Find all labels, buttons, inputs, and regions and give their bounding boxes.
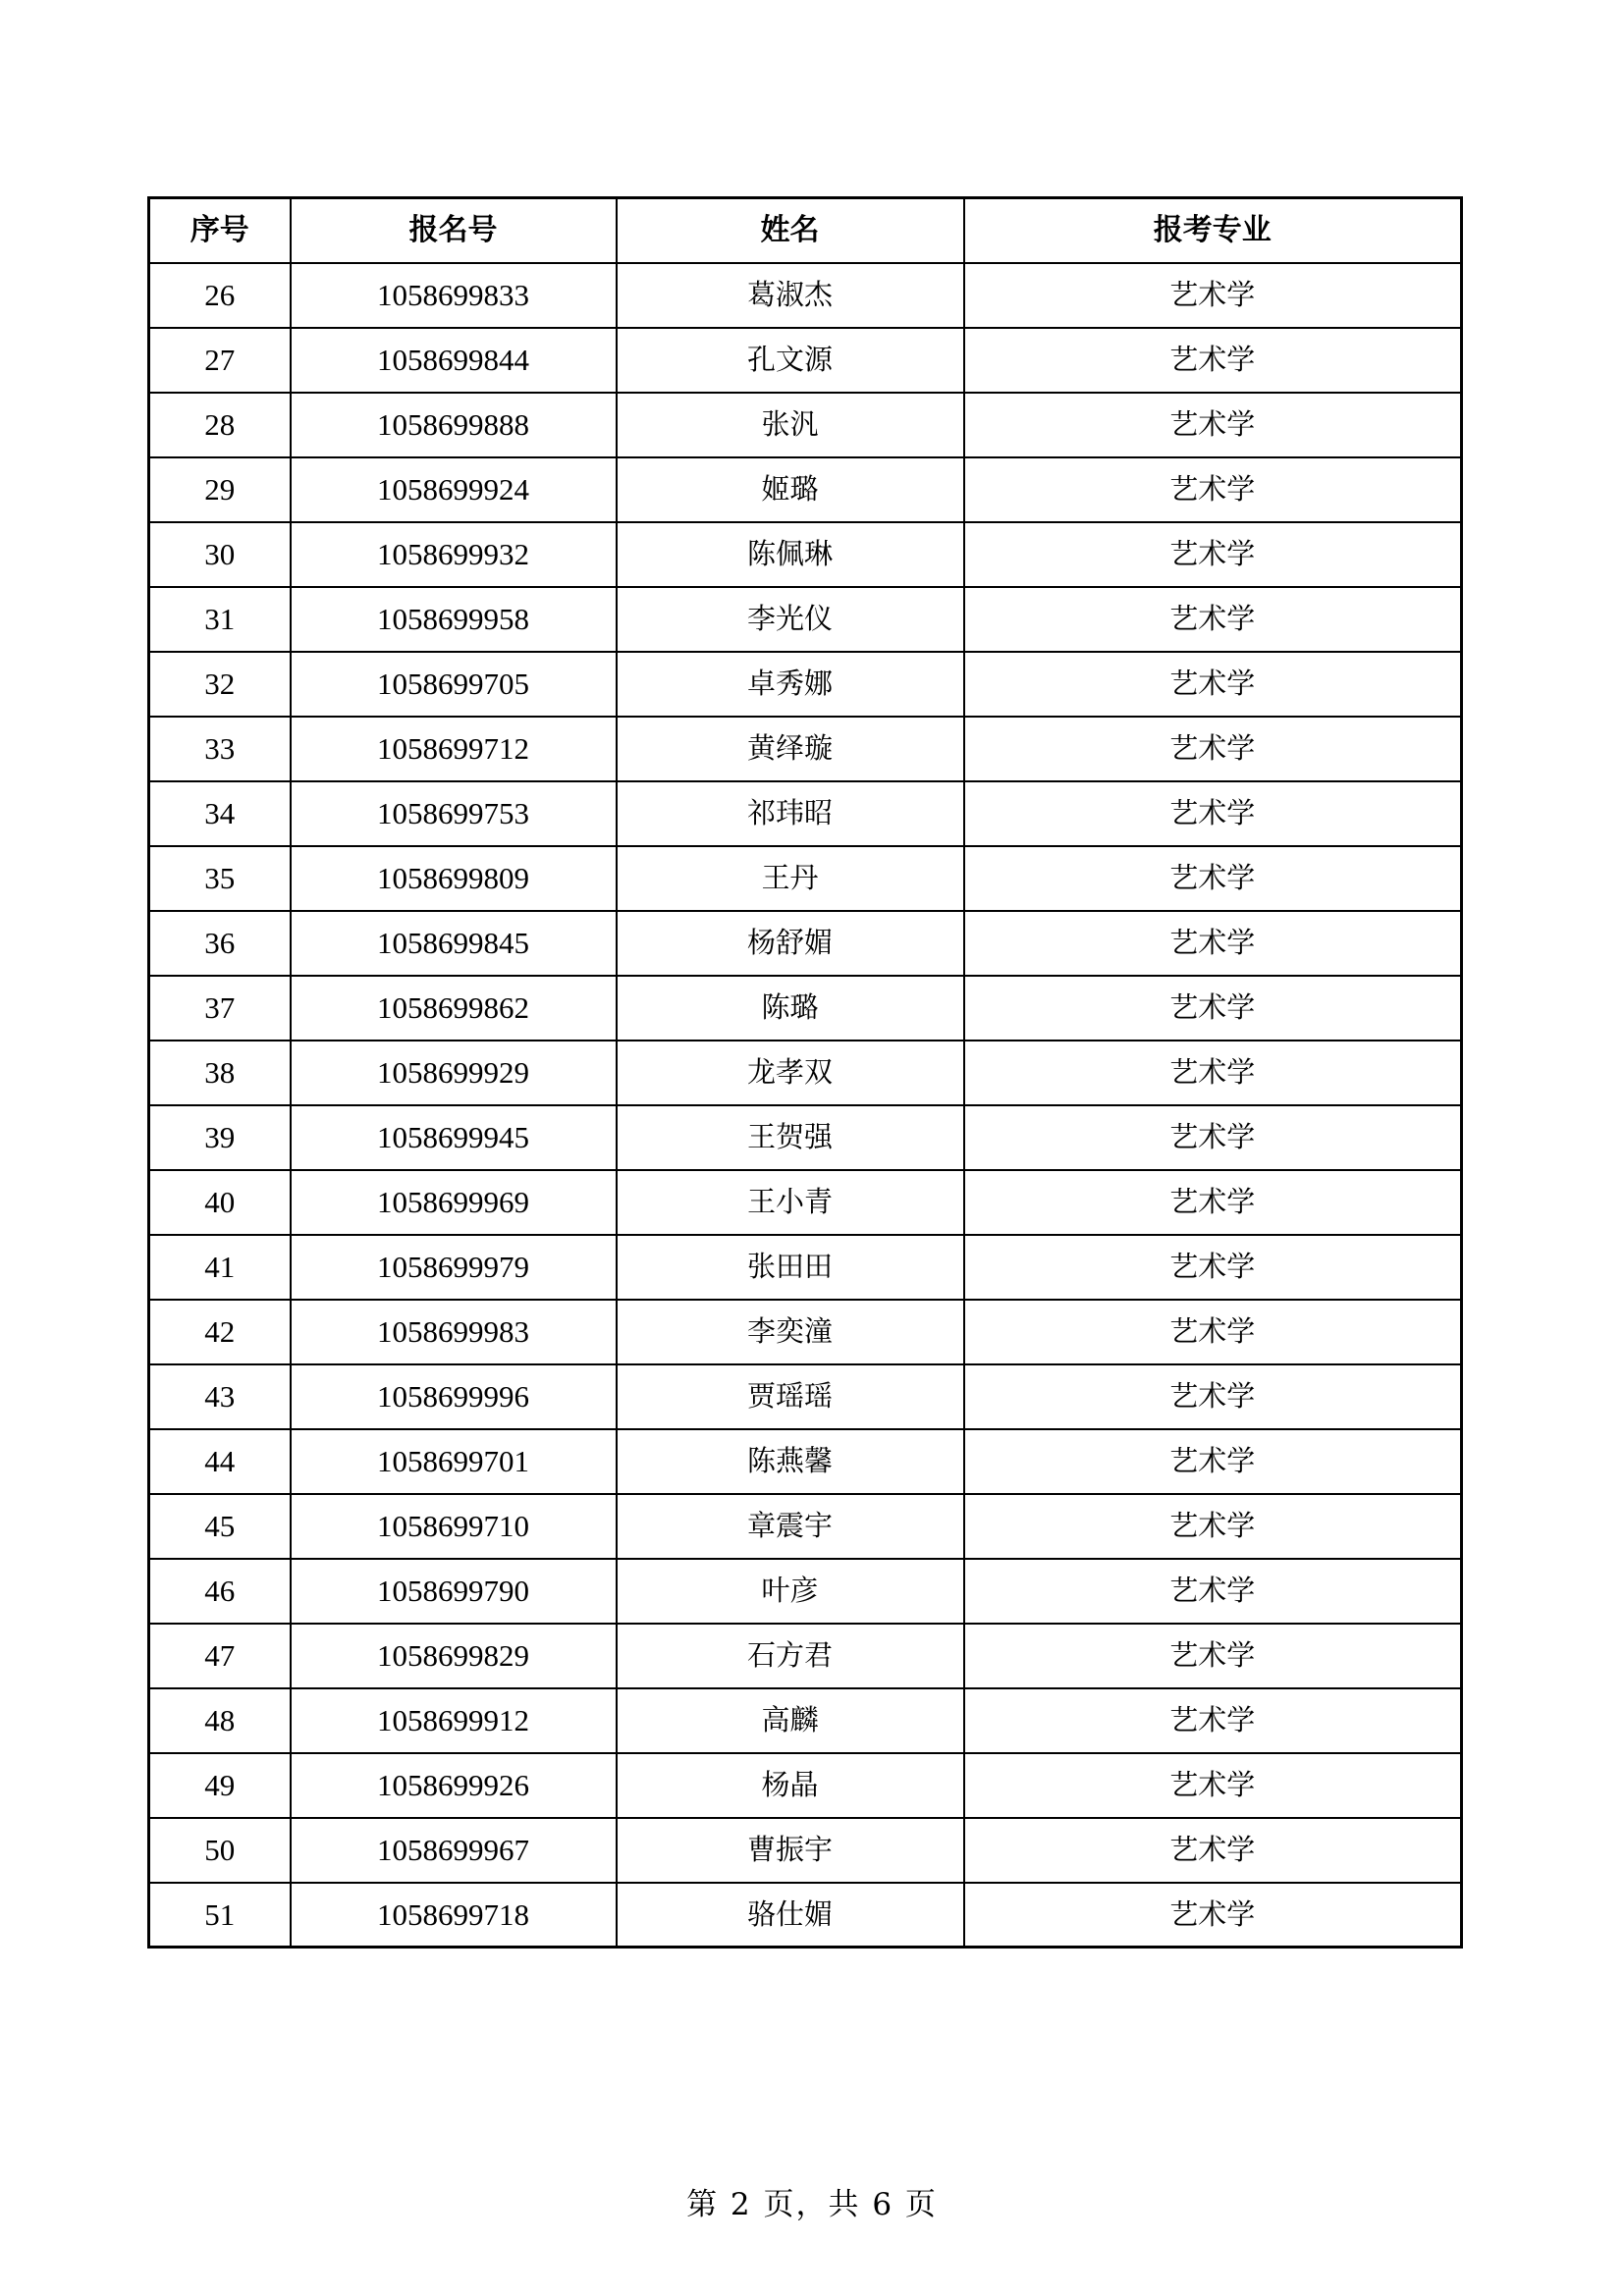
- reg-number-cell: 1058699829: [291, 1624, 617, 1688]
- seq-cell: 32: [149, 652, 291, 717]
- seq-cell: 30: [149, 522, 291, 587]
- major-cell: 艺术学: [964, 1494, 1462, 1559]
- seq-cell: 49: [149, 1753, 291, 1818]
- name-cell: 石方君: [617, 1624, 964, 1688]
- table-row: [149, 587, 1462, 652]
- table-row: [149, 1688, 1462, 1753]
- major-cell: 艺术学: [964, 587, 1462, 652]
- table-row: [149, 1753, 1462, 1818]
- major-cell: 艺术学: [964, 1883, 1462, 1948]
- name-cell: 高麟: [617, 1688, 964, 1753]
- reg-number-cell: 1058699979: [291, 1235, 617, 1300]
- major-cell: 艺术学: [964, 1105, 1462, 1170]
- seq-cell: 42: [149, 1300, 291, 1364]
- table-row: [149, 263, 1462, 328]
- major-cell: 艺术学: [964, 846, 1462, 911]
- table-row: [149, 328, 1462, 393]
- name-cell: 叶彦: [617, 1559, 964, 1624]
- reg-number-cell: 1058699967: [291, 1818, 617, 1883]
- name-cell: 李光仪: [617, 587, 964, 652]
- name-cell: 贾瑶瑶: [617, 1364, 964, 1429]
- table-header-row: [149, 198, 1462, 263]
- name-cell: 曹振宇: [617, 1818, 964, 1883]
- reg-number-cell: 1058699844: [291, 328, 617, 393]
- header-reg-number: 报名号: [291, 198, 617, 263]
- major-cell: 艺术学: [964, 328, 1462, 393]
- major-cell: 艺术学: [964, 522, 1462, 587]
- seq-cell: 37: [149, 976, 291, 1041]
- seq-cell: 40: [149, 1170, 291, 1235]
- reg-number-cell: 1058699701: [291, 1429, 617, 1494]
- name-cell: 龙孝双: [617, 1041, 964, 1105]
- table-row: [149, 1883, 1462, 1948]
- name-cell: 骆仕媚: [617, 1883, 964, 1948]
- reg-number-cell: 1058699710: [291, 1494, 617, 1559]
- name-cell: 葛淑杰: [617, 263, 964, 328]
- reg-number-cell: 1058699969: [291, 1170, 617, 1235]
- reg-number-cell: 1058699929: [291, 1041, 617, 1105]
- name-cell: 孔文源: [617, 328, 964, 393]
- table-row: [149, 976, 1462, 1041]
- reg-number-cell: 1058699996: [291, 1364, 617, 1429]
- seq-cell: 35: [149, 846, 291, 911]
- reg-number-cell: 1058699718: [291, 1883, 617, 1948]
- seq-cell: 29: [149, 457, 291, 522]
- table-row: [149, 1494, 1462, 1559]
- reg-number-cell: 1058699912: [291, 1688, 617, 1753]
- major-cell: 艺术学: [964, 1235, 1462, 1300]
- reg-number-cell: 1058699753: [291, 781, 617, 846]
- name-cell: 王贺强: [617, 1105, 964, 1170]
- name-cell: 陈璐: [617, 976, 964, 1041]
- table-row: [149, 1105, 1462, 1170]
- table-row: [149, 1624, 1462, 1688]
- table-row: [149, 522, 1462, 587]
- reg-number-cell: 1058699845: [291, 911, 617, 976]
- registration-table: [147, 196, 1463, 1949]
- name-cell: 卓秀娜: [617, 652, 964, 717]
- name-cell: 祁玮昭: [617, 781, 964, 846]
- reg-number-cell: 1058699924: [291, 457, 617, 522]
- name-cell: 章震宇: [617, 1494, 964, 1559]
- reg-number-cell: 1058699790: [291, 1559, 617, 1624]
- major-cell: 艺术学: [964, 652, 1462, 717]
- seq-cell: 26: [149, 263, 291, 328]
- major-cell: 艺术学: [964, 1429, 1462, 1494]
- major-cell: 艺术学: [964, 1170, 1462, 1235]
- major-cell: 艺术学: [964, 1364, 1462, 1429]
- reg-number-cell: 1058699932: [291, 522, 617, 587]
- major-cell: 艺术学: [964, 1818, 1462, 1883]
- table-row: [149, 911, 1462, 976]
- seq-cell: 38: [149, 1041, 291, 1105]
- table-row: [149, 1300, 1462, 1364]
- major-cell: 艺术学: [964, 1300, 1462, 1364]
- header-seq: 序号: [149, 198, 291, 263]
- seq-cell: 39: [149, 1105, 291, 1170]
- seq-cell: 50: [149, 1818, 291, 1883]
- major-cell: 艺术学: [964, 457, 1462, 522]
- seq-cell: 47: [149, 1624, 291, 1688]
- seq-cell: 28: [149, 393, 291, 457]
- reg-number-cell: 1058699712: [291, 717, 617, 781]
- seq-cell: 46: [149, 1559, 291, 1624]
- table-row: [149, 1818, 1462, 1883]
- major-cell: 艺术学: [964, 911, 1462, 976]
- table-row: [149, 846, 1462, 911]
- major-cell: 艺术学: [964, 1753, 1462, 1818]
- seq-cell: 44: [149, 1429, 291, 1494]
- name-cell: 陈佩琳: [617, 522, 964, 587]
- major-cell: 艺术学: [964, 717, 1462, 781]
- major-cell: 艺术学: [964, 263, 1462, 328]
- name-cell: 王丹: [617, 846, 964, 911]
- name-cell: 杨舒媚: [617, 911, 964, 976]
- name-cell: 李奕潼: [617, 1300, 964, 1364]
- table-row: [149, 652, 1462, 717]
- reg-number-cell: 1058699862: [291, 976, 617, 1041]
- seq-cell: 51: [149, 1883, 291, 1948]
- table-row: [149, 1429, 1462, 1494]
- seq-cell: 36: [149, 911, 291, 976]
- header-major: 报考专业: [964, 198, 1462, 263]
- name-cell: 杨晶: [617, 1753, 964, 1818]
- name-cell: 王小青: [617, 1170, 964, 1235]
- major-cell: 艺术学: [964, 1559, 1462, 1624]
- seq-cell: 33: [149, 717, 291, 781]
- major-cell: 艺术学: [964, 781, 1462, 846]
- seq-cell: 27: [149, 328, 291, 393]
- name-cell: 黄绎璇: [617, 717, 964, 781]
- page-number: 第 2 页，共 6 页: [686, 2187, 938, 2222]
- reg-number-cell: 1058699945: [291, 1105, 617, 1170]
- table-row: [149, 1364, 1462, 1429]
- major-cell: 艺术学: [964, 976, 1462, 1041]
- table-row: [149, 1170, 1462, 1235]
- seq-cell: 31: [149, 587, 291, 652]
- name-cell: 陈燕馨: [617, 1429, 964, 1494]
- reg-number-cell: 1058699983: [291, 1300, 617, 1364]
- seq-cell: 48: [149, 1688, 291, 1753]
- reg-number-cell: 1058699958: [291, 587, 617, 652]
- table-row: [149, 1041, 1462, 1105]
- name-cell: 张汎: [617, 393, 964, 457]
- reg-number-cell: 1058699833: [291, 263, 617, 328]
- seq-cell: 34: [149, 781, 291, 846]
- seq-cell: 43: [149, 1364, 291, 1429]
- major-cell: 艺术学: [964, 1688, 1462, 1753]
- major-cell: 艺术学: [964, 393, 1462, 457]
- reg-number-cell: 1058699809: [291, 846, 617, 911]
- reg-number-cell: 1058699888: [291, 393, 617, 457]
- table-row: [149, 781, 1462, 846]
- table-row: [149, 1559, 1462, 1624]
- table-body: [149, 263, 1462, 1948]
- seq-cell: 41: [149, 1235, 291, 1300]
- reg-number-cell: 1058699705: [291, 652, 617, 717]
- major-cell: 艺术学: [964, 1041, 1462, 1105]
- table-row: [149, 717, 1462, 781]
- table-row: [149, 457, 1462, 522]
- name-cell: 张田田: [617, 1235, 964, 1300]
- table-row: [149, 1235, 1462, 1300]
- major-cell: 艺术学: [964, 1624, 1462, 1688]
- table-row: [149, 393, 1462, 457]
- header-name: 姓名: [617, 198, 964, 263]
- name-cell: 姬璐: [617, 457, 964, 522]
- seq-cell: 45: [149, 1494, 291, 1559]
- reg-number-cell: 1058699926: [291, 1753, 617, 1818]
